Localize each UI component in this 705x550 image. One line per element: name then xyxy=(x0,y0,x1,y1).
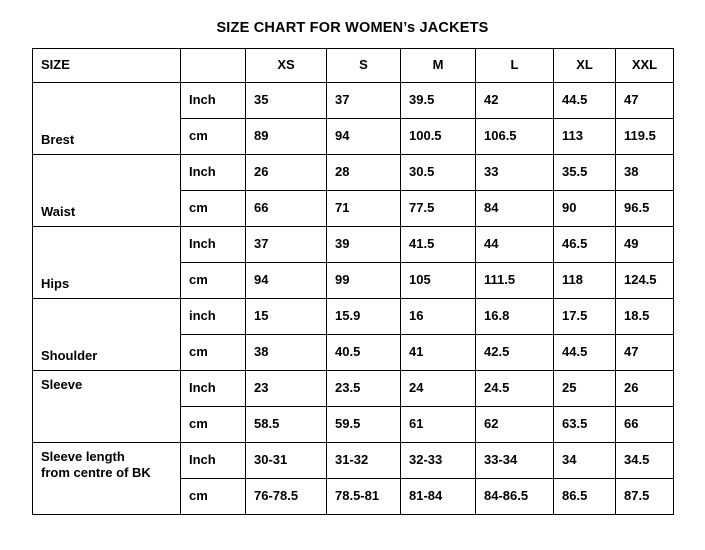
value-cell: 18.5 xyxy=(616,299,674,335)
value-cell: 34 xyxy=(554,443,616,479)
unit-cell: cm xyxy=(181,335,246,371)
row-label-sleeve: Sleeve xyxy=(33,371,181,443)
column-header-xs: XS xyxy=(246,49,327,83)
unit-cell: cm xyxy=(181,479,246,515)
value-cell: 25 xyxy=(554,371,616,407)
value-cell: 44.5 xyxy=(554,335,616,371)
value-cell: 66 xyxy=(616,407,674,443)
column-header-xxl: XXL xyxy=(616,49,674,83)
unit-cell: Inch xyxy=(181,371,246,407)
table-row xyxy=(33,299,674,335)
size-chart-table xyxy=(32,48,674,515)
value-cell: 105 xyxy=(401,263,476,299)
value-cell: 111.5 xyxy=(476,263,554,299)
value-cell: 44.5 xyxy=(554,83,616,119)
value-cell: 15 xyxy=(246,299,327,335)
value-cell: 30-31 xyxy=(246,443,327,479)
value-cell: 47 xyxy=(616,335,674,371)
value-cell: 23 xyxy=(246,371,327,407)
row-label-brest: Brest xyxy=(33,83,181,155)
value-cell: 106.5 xyxy=(476,119,554,155)
unit-cell: Inch xyxy=(181,443,246,479)
row-label-waist: Waist xyxy=(33,155,181,227)
table-header xyxy=(33,49,674,83)
row-label-line2: from centre of BK xyxy=(41,465,151,481)
unit-cell: cm xyxy=(181,263,246,299)
value-cell: 76-78.5 xyxy=(246,479,327,515)
unit-cell: Inch xyxy=(181,155,246,191)
value-cell: 37 xyxy=(246,227,327,263)
value-cell: 62 xyxy=(476,407,554,443)
column-header-unit xyxy=(181,49,246,83)
value-cell: 24 xyxy=(401,371,476,407)
unit-cell: inch xyxy=(181,299,246,335)
value-cell: 16.8 xyxy=(476,299,554,335)
value-cell: 41 xyxy=(401,335,476,371)
value-cell: 47 xyxy=(616,83,674,119)
value-cell: 58.5 xyxy=(246,407,327,443)
value-cell: 26 xyxy=(616,371,674,407)
value-cell: 90 xyxy=(554,191,616,227)
value-cell: 84-86.5 xyxy=(476,479,554,515)
value-cell: 99 xyxy=(327,263,401,299)
table-row xyxy=(33,227,674,263)
column-header-m: M xyxy=(401,49,476,83)
value-cell: 31-32 xyxy=(327,443,401,479)
row-label-shoulder: Shoulder xyxy=(33,299,181,371)
table-row xyxy=(33,443,674,479)
value-cell: 17.5 xyxy=(554,299,616,335)
value-cell: 49 xyxy=(616,227,674,263)
unit-cell: Inch xyxy=(181,227,246,263)
row-label-line1: Sleeve length xyxy=(41,449,125,464)
value-cell: 39 xyxy=(327,227,401,263)
column-header-size: SIZE xyxy=(33,49,181,83)
value-cell: 89 xyxy=(246,119,327,155)
value-cell: 61 xyxy=(401,407,476,443)
value-cell: 59.5 xyxy=(327,407,401,443)
value-cell: 34.5 xyxy=(616,443,674,479)
value-cell: 26 xyxy=(246,155,327,191)
unit-cell: cm xyxy=(181,407,246,443)
unit-cell: cm xyxy=(181,119,246,155)
unit-cell: cm xyxy=(181,191,246,227)
value-cell: 42.5 xyxy=(476,335,554,371)
value-cell: 46.5 xyxy=(554,227,616,263)
value-cell: 16 xyxy=(401,299,476,335)
value-cell: 87.5 xyxy=(616,479,674,515)
value-cell: 78.5-81 xyxy=(327,479,401,515)
table-row xyxy=(33,155,674,191)
column-header-l: L xyxy=(476,49,554,83)
value-cell: 39.5 xyxy=(401,83,476,119)
value-cell: 113 xyxy=(554,119,616,155)
value-cell: 37 xyxy=(327,83,401,119)
value-cell: 35 xyxy=(246,83,327,119)
row-label-hips: Hips xyxy=(33,227,181,299)
column-header-xl: XL xyxy=(554,49,616,83)
table-header-row xyxy=(33,49,674,83)
unit-cell: Inch xyxy=(181,83,246,119)
value-cell: 24.5 xyxy=(476,371,554,407)
value-cell: 30.5 xyxy=(401,155,476,191)
value-cell: 23.5 xyxy=(327,371,401,407)
value-cell: 35.5 xyxy=(554,155,616,191)
value-cell: 124.5 xyxy=(616,263,674,299)
value-cell: 63.5 xyxy=(554,407,616,443)
value-cell: 40.5 xyxy=(327,335,401,371)
value-cell: 94 xyxy=(327,119,401,155)
value-cell: 42 xyxy=(476,83,554,119)
value-cell: 96.5 xyxy=(616,191,674,227)
value-cell: 81-84 xyxy=(401,479,476,515)
value-cell: 15.9 xyxy=(327,299,401,335)
value-cell: 41.5 xyxy=(401,227,476,263)
value-cell: 94 xyxy=(246,263,327,299)
value-cell: 119.5 xyxy=(616,119,674,155)
value-cell: 33 xyxy=(476,155,554,191)
value-cell: 100.5 xyxy=(401,119,476,155)
table-row xyxy=(33,371,674,407)
value-cell: 38 xyxy=(246,335,327,371)
row-label-sleeve-length xyxy=(33,443,181,515)
size-chart-table-container xyxy=(32,48,673,515)
value-cell: 77.5 xyxy=(401,191,476,227)
value-cell: 66 xyxy=(246,191,327,227)
value-cell: 44 xyxy=(476,227,554,263)
value-cell: 32-33 xyxy=(401,443,476,479)
value-cell: 71 xyxy=(327,191,401,227)
value-cell: 84 xyxy=(476,191,554,227)
table-row xyxy=(33,83,674,119)
value-cell: 33-34 xyxy=(476,443,554,479)
value-cell: 118 xyxy=(554,263,616,299)
page-title: SIZE CHART FOR WOMEN’s JACKETS xyxy=(216,20,489,36)
column-header-s: S xyxy=(327,49,401,83)
value-cell: 38 xyxy=(616,155,674,191)
table-body xyxy=(33,83,674,515)
value-cell: 28 xyxy=(327,155,401,191)
value-cell: 86.5 xyxy=(554,479,616,515)
